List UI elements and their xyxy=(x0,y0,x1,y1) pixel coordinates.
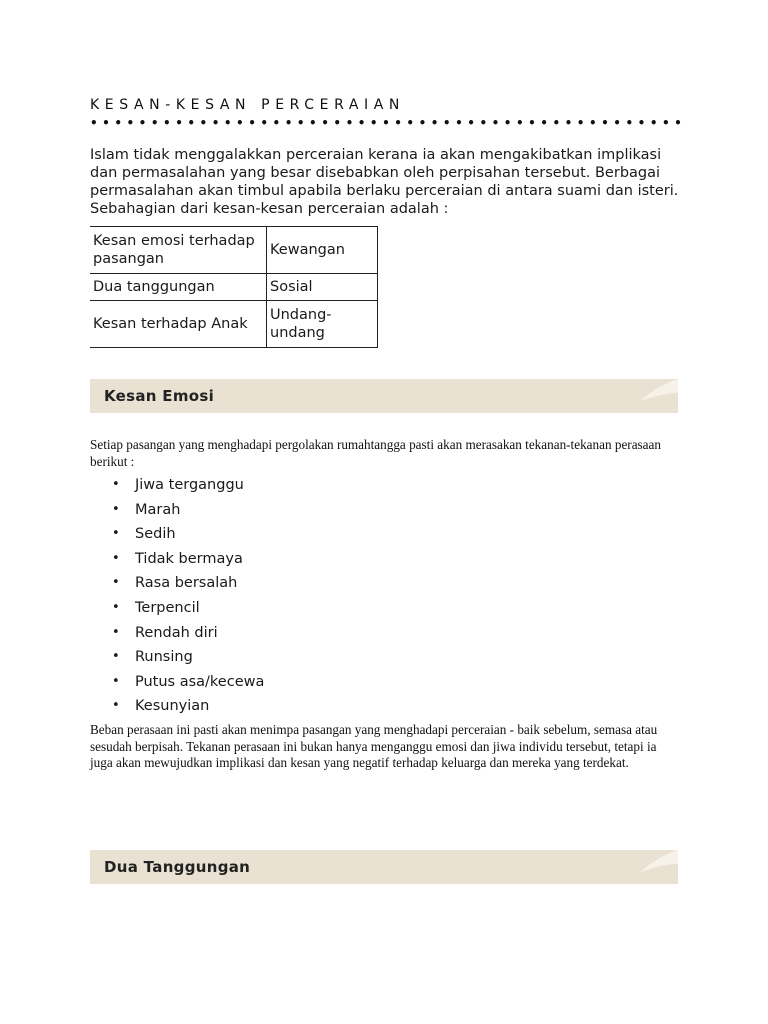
list-item: • Terpencil xyxy=(112,599,200,616)
table-row xyxy=(90,274,378,301)
table-cell: Sosial xyxy=(267,274,378,301)
page-curl-icon xyxy=(638,850,678,884)
table-cell: Dua tanggungan xyxy=(90,274,267,301)
emosi-closing-paragraph: Beban perasaan ini pasti akan menimpa pasangan yang menghadapi perceraian - baik sebelum, semasa atau sesudah berpisah. Tekanan perasaan ini bukan hanya menganggu emosi dan jiwa individu tersebut, tetapi ia juga akan mewujudkan implikasi dan kesan yang negatif terhadap keluarga dan mereka yang terdekat. xyxy=(90,722,658,770)
page-curl-icon xyxy=(638,379,678,413)
intro-paragraph: Islam tidak menggalakkan perceraian kerana ia akan mengakibatkan implikasi dan permasalahan yang besar disebabkan oleh perpisahan tersebut. Berbagai permasalahan akan timbul apabila berlaku perceraian di antara suami dan isteri. Sebahagian dari kesan-kesan perceraian adalah : xyxy=(90,147,679,217)
bullet-icon: • xyxy=(112,673,120,689)
emosi-lead-paragraph: Setiap pasangan yang menghadapi pergolakan rumahtangga pasti akan merasakan tekanan-tekanan perasaan berikut : xyxy=(90,437,661,469)
list-item: • Marah xyxy=(112,501,181,518)
bullet-icon: • xyxy=(112,649,120,665)
bullet-icon: • xyxy=(112,477,120,492)
page-title: KESAN-KESAN PERCERAIAN xyxy=(90,97,406,113)
list-item: • Putus asa/kecewa xyxy=(112,673,265,690)
section-heading-banner xyxy=(90,850,678,884)
list-item: • Rasa bersalah xyxy=(112,575,238,592)
table-cell: Kesan terhadap Anak xyxy=(90,301,267,348)
bullet-icon: • xyxy=(112,575,120,591)
bullet-icon: • xyxy=(112,501,120,517)
table-cell: Kesan emosi terhadap pasangan xyxy=(90,227,267,274)
list-item: • Kesunyian xyxy=(112,698,210,715)
list-item: • Rendah diri xyxy=(112,624,218,641)
table-row xyxy=(90,227,378,274)
bullet-icon: • xyxy=(112,624,120,640)
list-item: • Tidak bermaya xyxy=(112,550,243,567)
bullet-icon: • xyxy=(112,599,120,615)
bullet-icon: • xyxy=(112,550,120,566)
list-item: • Sedih xyxy=(112,526,176,543)
summary-table xyxy=(90,226,378,348)
emotion-list xyxy=(90,475,264,721)
table-row xyxy=(90,301,378,348)
list-item: • Jiwa terganggu xyxy=(112,477,244,493)
table-cell: Undang-undang xyxy=(267,301,378,348)
title-divider: ••••••••••••••••••••••••••••••••••••••••••••••••• xyxy=(90,116,687,130)
section-heading-tanggungan: Dua Tanggungan xyxy=(104,858,251,876)
bullet-icon: • xyxy=(112,526,120,542)
section-heading-banner xyxy=(90,379,678,413)
list-item: • Runsing xyxy=(112,649,193,666)
table-cell: Kewangan xyxy=(267,227,378,274)
section-heading-emosi: Kesan Emosi xyxy=(104,387,215,405)
bullet-icon: • xyxy=(112,698,120,714)
